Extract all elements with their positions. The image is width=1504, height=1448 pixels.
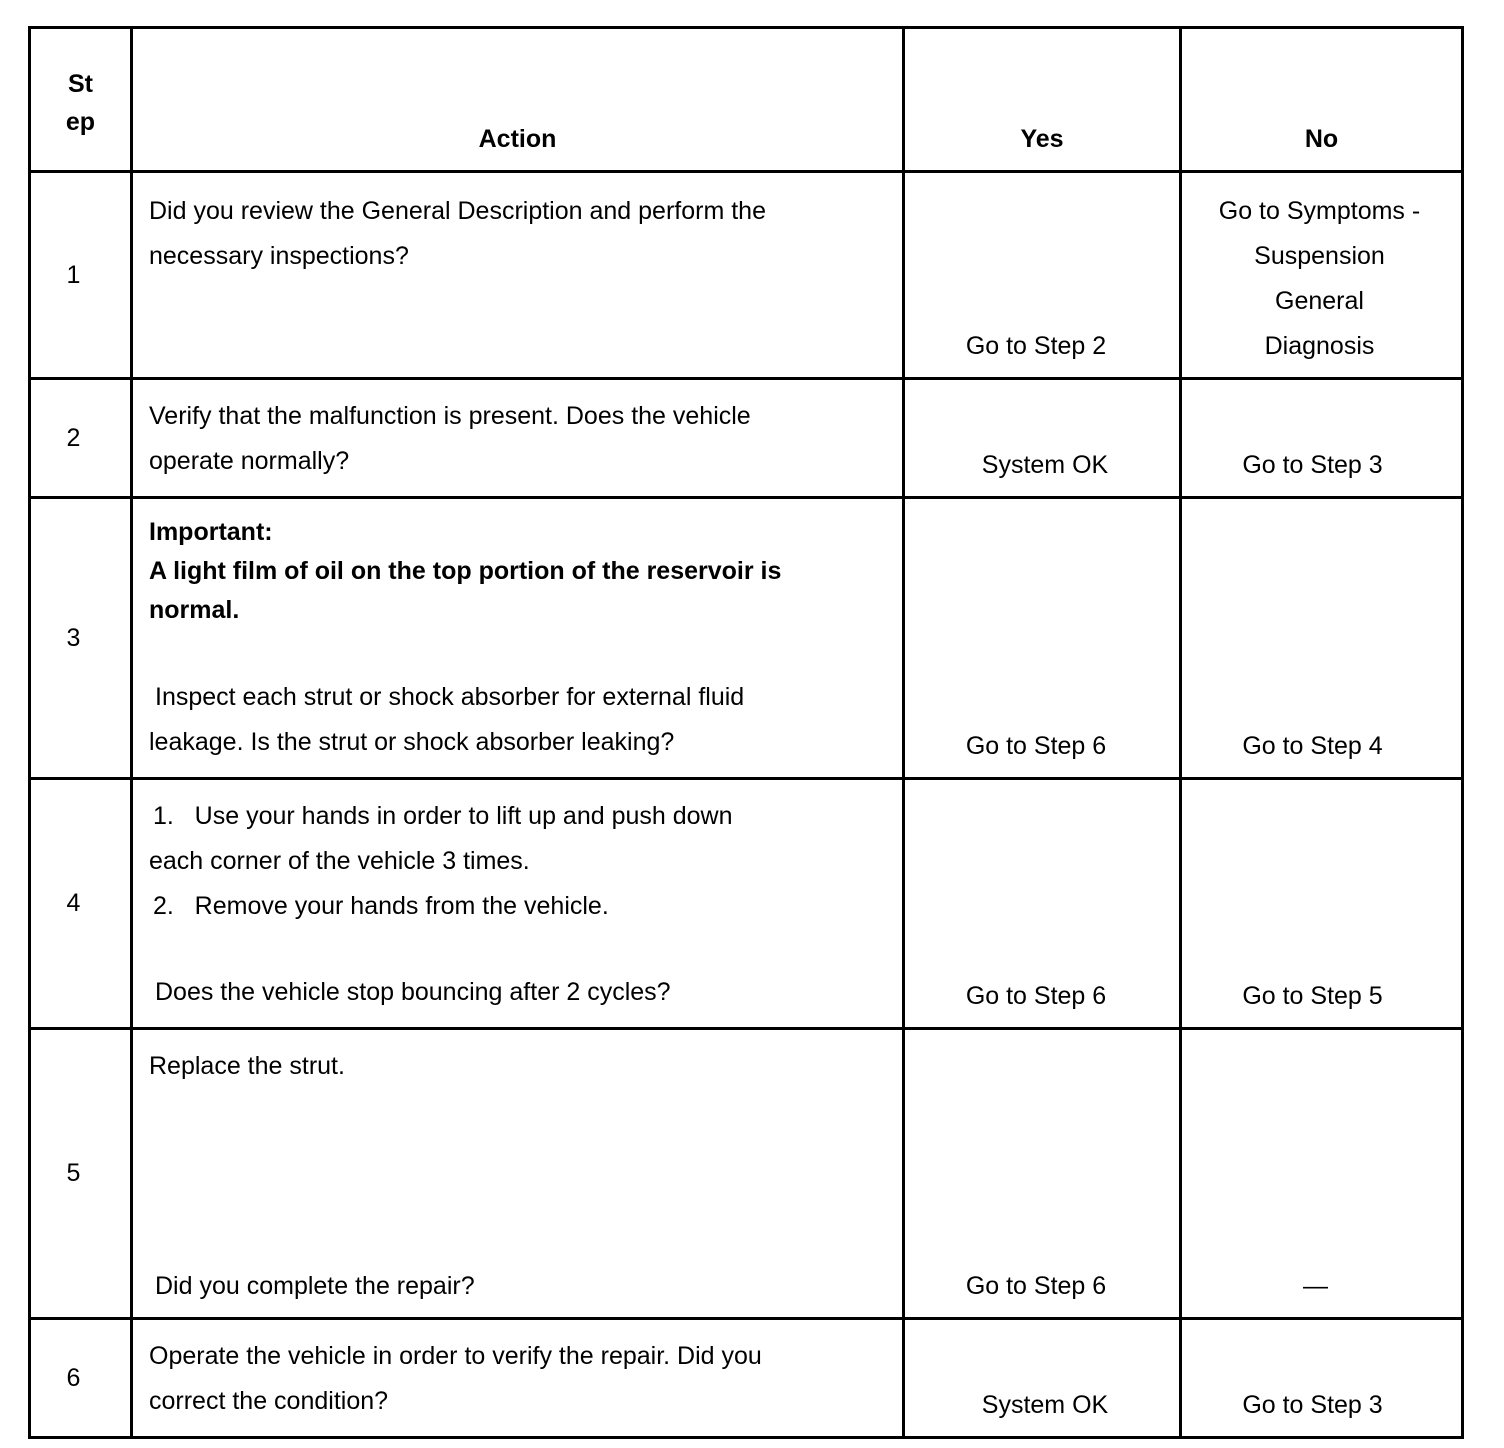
no-text: General: [1275, 287, 1364, 315]
action-text: Inspect each strut or shock absorber for external fluid: [155, 683, 745, 711]
yes-cell: [904, 379, 1181, 498]
important-label: Important:: [149, 518, 273, 546]
yes-cell: [904, 1029, 1181, 1319]
list-item: 1. Use your hands in order to lift up and push down: [153, 802, 733, 830]
yes-cell: [904, 1319, 1181, 1438]
no-link[interactable]: Go to Step 3: [1242, 1391, 1383, 1419]
action-text: necessary inspections?: [149, 242, 409, 270]
table-row: [30, 1319, 1463, 1438]
yes-link[interactable]: Go to Step 6: [965, 982, 1107, 1010]
table-row: [30, 1029, 1463, 1319]
step-number: 1: [30, 172, 132, 379]
no-link[interactable]: Go to Step 3: [1242, 451, 1383, 479]
header-step: [30, 28, 132, 172]
spacer: [149, 630, 888, 675]
yes-link[interactable]: Go to Step 6: [965, 1272, 1107, 1300]
table-row: [30, 379, 1463, 498]
step-number: 3: [30, 498, 132, 779]
step-number: 5: [30, 1029, 132, 1319]
yes-cell: [904, 779, 1181, 1029]
action-cell: [132, 498, 904, 779]
header-step-line2: ep: [65, 107, 96, 136]
action-text: operate normally?: [149, 447, 350, 475]
table-row: [30, 172, 1463, 379]
list-item-continuation: each corner of the vehicle 3 times.: [149, 847, 530, 875]
no-cell: [1181, 1319, 1463, 1438]
yes-cell: [904, 172, 1181, 379]
header-no: No: [1181, 28, 1463, 172]
action-cell: [132, 379, 904, 498]
header-yes: Yes: [904, 28, 1181, 172]
list-item: 2. Remove your hands from the vehicle.: [153, 892, 609, 920]
no-cell: [1181, 779, 1463, 1029]
header-action: Action: [132, 28, 904, 172]
no-cell: [1181, 172, 1463, 379]
diagnostic-table: [28, 26, 1464, 1439]
no-text: Suspension: [1254, 242, 1385, 270]
important-text: normal.: [149, 596, 240, 624]
no-text: Diagnosis: [1264, 332, 1375, 360]
no-dash: —: [1303, 1272, 1328, 1300]
table-row: [30, 779, 1463, 1029]
step-number: 2: [30, 379, 132, 498]
no-link[interactable]: Go to Step 4: [1242, 732, 1383, 760]
question-text: Does the vehicle stop bouncing after 2 cycles?: [155, 978, 671, 1006]
yes-link[interactable]: Go to Step 2: [965, 332, 1107, 360]
important-note: [149, 513, 888, 630]
header-step-line1: St: [68, 69, 93, 98]
no-link[interactable]: [1198, 189, 1441, 369]
action-text: Replace the strut.: [149, 1052, 345, 1080]
action-cell: [132, 1029, 904, 1319]
action-text: Operate the vehicle in order to verify the repair. Did you: [149, 1342, 762, 1370]
action-text: Verify that the malfunction is present. Does the vehicle: [149, 402, 751, 430]
step-number: 6: [30, 1319, 132, 1438]
no-link[interactable]: Go to Step 5: [1242, 982, 1383, 1010]
important-text: A light film of oil on the top portion of the reservoir is: [149, 557, 782, 585]
action-cell: [132, 172, 904, 379]
action-text: leakage. Is the strut or shock absorber leaking?: [149, 728, 675, 756]
action-text: Did you review the General Description and perform the: [149, 197, 766, 225]
yes-cell: [904, 498, 1181, 779]
no-cell: [1181, 498, 1463, 779]
action-cell: [132, 779, 904, 1029]
yes-link[interactable]: System OK: [981, 451, 1109, 479]
yes-link[interactable]: System OK: [981, 1391, 1109, 1419]
action-cell: [132, 1319, 904, 1438]
action-text: correct the condition?: [149, 1387, 389, 1415]
no-text: Go to Symptoms -: [1218, 197, 1421, 225]
no-cell: [1181, 1029, 1463, 1319]
spacer: [149, 929, 888, 970]
table-row: [30, 498, 1463, 779]
header-row: [30, 28, 1463, 172]
yes-link[interactable]: Go to Step 6: [965, 732, 1107, 760]
no-cell: [1181, 379, 1463, 498]
question-text: Did you complete the repair?: [155, 1272, 475, 1300]
step-number: 4: [30, 779, 132, 1029]
